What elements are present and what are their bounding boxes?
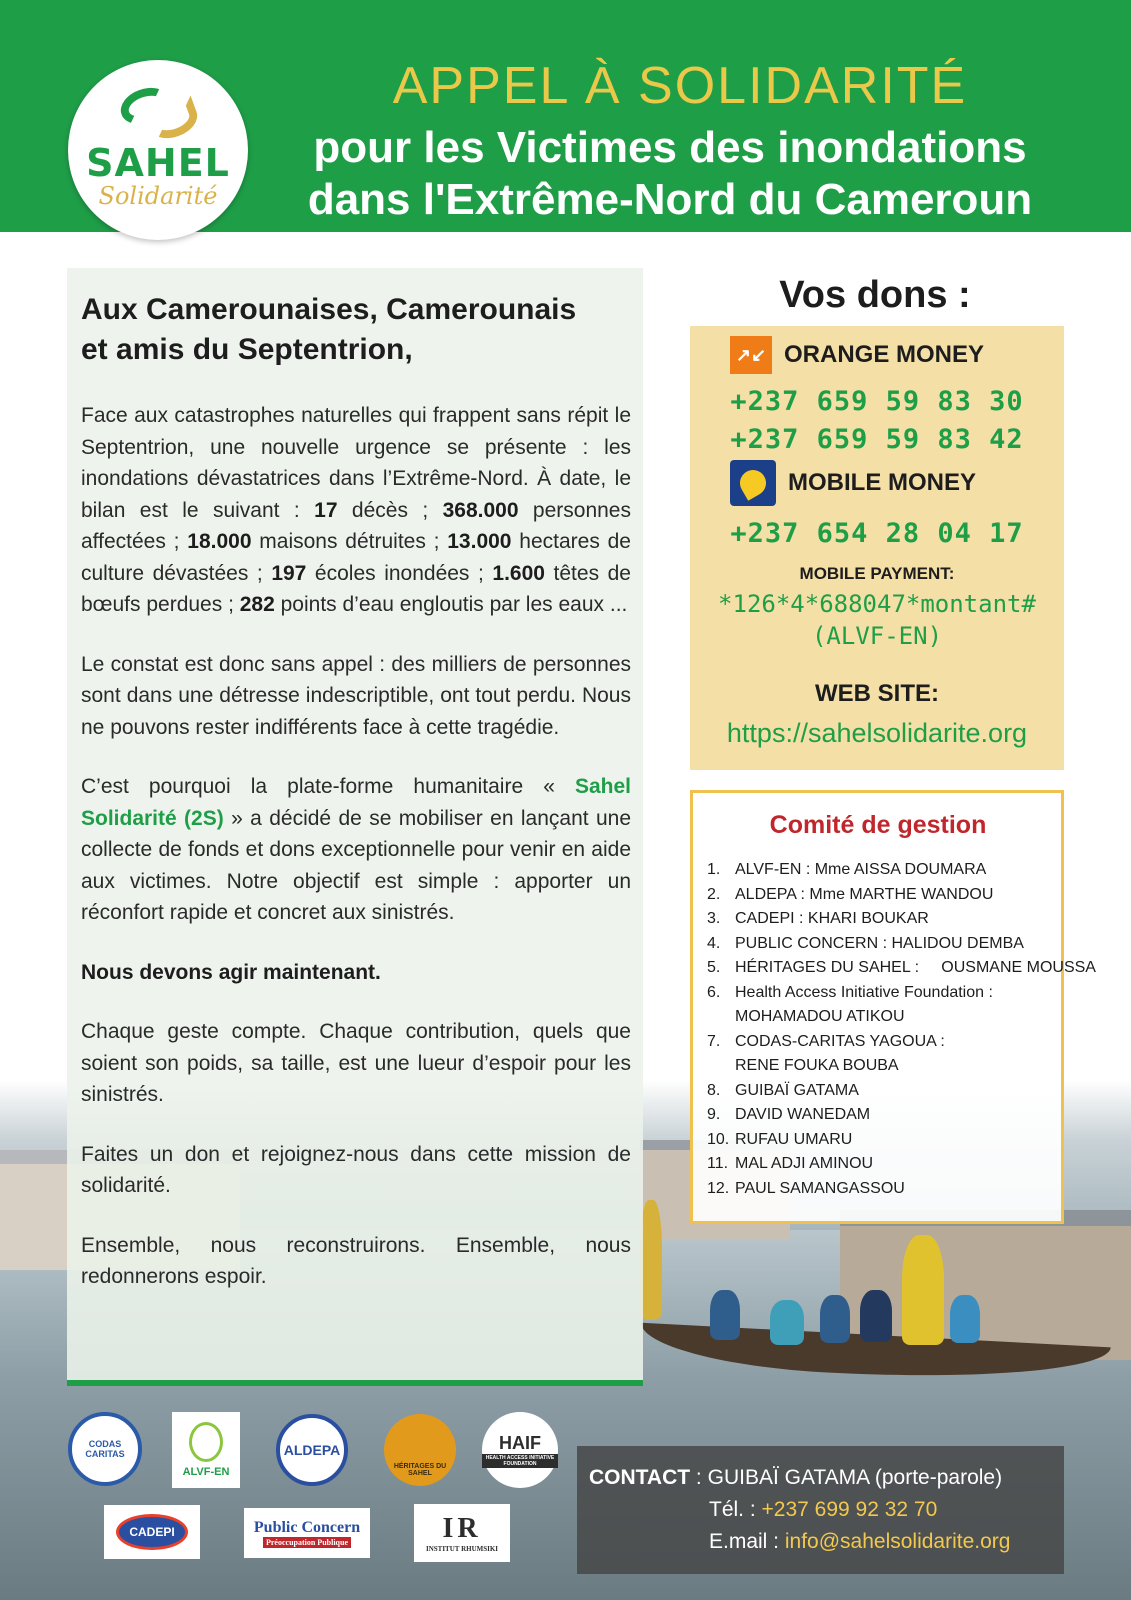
paragraph-contribution: Chaque geste compte. Chaque contribution, quels que soient son poids, sa taille, est une lueur d’espoir pour les sinistrés. [81,1020,631,1106]
paragraph-mobilisation: C’est pourquoi la plate-forme humanitaire « Sahel Solidarité (2S) » a décidé de se mobiliser en lançant une collecte de fonds et dons exceptionnelle pour venir en aide aux victimes. Notre objectif est simple : apporter un réconfort rapide et concret aux sinistrés. [81,775,631,924]
donations-box [690,326,1064,770]
flood-photo-person [902,1235,944,1345]
mobile-money-row [730,460,976,506]
list-item: 11. MAL ADJI AMINOU [707,1155,874,1172]
hands-icon [110,83,206,143]
subtitle-line: pour les Victimes des inondations [313,123,1027,172]
management-committee [690,790,1096,1224]
cadepi-logo: CADEPI [104,1505,200,1559]
appeal-letter [67,268,643,1386]
mobile-payment-code [690,588,1064,652]
contact-name-row: CONTACT : GUIBAÏ GATAMA (porte-parole) [589,1466,1003,1489]
alvf-en-logo: ALVF-EN [172,1412,240,1488]
ussd-code[interactable]: *126*4*688047*montant# [718,590,1036,618]
list-item: 9. DAVID WANEDAM [707,1106,871,1123]
list-item: MOHAMADOU ATIKOU [735,1008,905,1025]
contact-email-row: E.mail : info@sahelsolidarite.org [709,1530,1011,1553]
list-item: 7. CODAS-CARITAS YAGOUA : [707,1032,945,1050]
flood-photo-person [640,1200,662,1320]
mobile-money-label: MOBILE MONEY [788,469,977,496]
contact-email[interactable]: info@sahelsolidarite.org [784,1530,1011,1553]
list-item: 1. ALVF-EN : Mme AISSA DOUMARA [707,861,987,878]
flood-photo-person [710,1290,740,1340]
list-item: 5. HÉRITAGES DU SAHEL : OUSMANE MOUSSA [707,959,1096,976]
public-concern-logo: Public Concern Préoccupation Publique [244,1508,370,1558]
list-item: 8. GUIBAÏ GATAMA [707,1081,859,1099]
paragraph-call-to-action: Nous devons agir maintenant. [81,960,381,984]
list-item: 4. PUBLIC CONCERN : HALIDOU DEMBA [707,934,1024,952]
stat-deaths: 17 [314,498,338,522]
list-item: RENE FOUKA BOUBA [735,1057,899,1074]
paragraph-join: Faites un don et rejoignez-nous dans cette mission de solidarité. [81,1142,631,1197]
stat-cattle: 1.600 [492,561,545,585]
paragraph-constat: Le constat est donc sans appel : des milliers de personnes sont dans une détresse indescriptible, ont tout perdu. Nous ne pouvons rester indifférents face à cette tragédie. [81,652,631,739]
web-site-link[interactable]: https://sahelsolidarite.org [726,718,1028,748]
orange-money-icon: ↗↙ [730,336,772,374]
flood-photo-person [860,1290,892,1342]
mtn-phone[interactable]: +237 654 28 04 17 [730,518,1024,549]
donations-title: Vos dons : [779,274,971,316]
sahel-solidarite-logo [68,60,248,240]
paragraph-closing: Ensemble, nous reconstruirons. Ensemble, nous redonnerons espoir. [81,1233,631,1288]
list-item: 2. ALDEPA : Mme MARTHE WANDOU [707,885,994,903]
stat-houses: 18.000 [187,530,252,553]
contact-name: GUIBAÏ GATAMA (porte-parole) [707,1466,1003,1489]
orange-money-label: ORANGE MONEY [784,341,985,368]
list-item: 12. PAUL SAMANGASSOU [707,1179,905,1197]
stat-schools: 197 [271,561,307,585]
mtn-mobile-money-icon [730,460,776,506]
greeting-line: Aux Camerounaises, Camerounais [81,293,577,326]
haif-logo: HAIF HEALTH ACCESS INITIATIVE FOUNDATION [482,1412,558,1488]
ussd-reference: (ALVF-EN) [811,622,943,650]
page-subtitle [270,122,1070,226]
logo-text: SAHEL [86,141,230,185]
org-name: Sahel Solidarité (2S) [81,775,631,830]
subtitle-line: dans l'Extrême-Nord du Cameroun [307,175,1033,224]
paragraph-situation: Face aux catastrophes naturelles qui frappent sans répit le Septentrion, une nouvelle urgence se présente : les inondations dévastatrices dans l’Extrême-Nord. À date, le bilan est le suivant : 17 décès ; 368.000 personnes affectées ; 18.000 maisons détruites ; 13.000 hectares de culture dévastées ; 197 écoles inondées ; 1.600 têtes de bœufs perdues ; 282 points d’eau engloutis par les eaux ... [81,404,631,616]
web-site-label: WEB SITE: [815,680,939,707]
flood-photo-person [820,1295,850,1343]
contact-phone-row: Tél. : +237 699 92 32 70 [709,1498,938,1521]
orange-phone[interactable]: +237 659 59 83 42 [730,424,1024,455]
list-item: 3. CADEPI : KHARI BOUKAR [707,910,929,927]
greeting [81,290,631,370]
greeting-line: et amis du Septentrion, [81,333,413,366]
committee-title: Comité de gestion [769,811,987,839]
mobile-payment-label: MOBILE PAYMENT: [799,564,955,583]
logo-subtext: Solidarité [98,182,218,210]
stat-water-points: 282 [239,593,275,616]
list-item: 6. Health Access Initiative Foundation : [707,983,993,1001]
institut-rhumsiki-logo: IR INSTITUT RHUMSIKI [414,1504,510,1562]
list-item: 10. RUFAU UMARU [707,1130,853,1148]
stat-hectares: 13.000 [447,530,512,553]
flood-photo-person [770,1300,804,1345]
flood-photo-person [950,1295,980,1343]
aldepa-logo: ALDEPA [276,1414,348,1486]
orange-money-row [730,336,984,374]
orange-phone[interactable]: +237 659 59 83 30 [730,386,1024,417]
contact-box [577,1446,1064,1574]
heritages-du-sahel-logo: HÉRITAGES DU SAHEL [384,1414,456,1486]
codas-caritas-logo: CODAS CARITAS [68,1412,142,1486]
page-title: APPEL À SOLIDARITÉ [392,57,968,115]
committee-list [707,858,1096,1201]
contact-phone[interactable]: +237 699 92 32 70 [761,1498,938,1521]
stat-affected: 368.000 [442,498,519,522]
